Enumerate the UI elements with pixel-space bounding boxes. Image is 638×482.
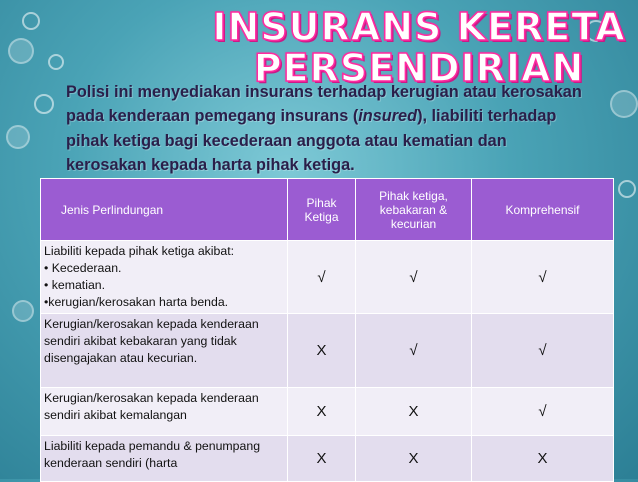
decorative-bubble [12, 300, 34, 322]
table-row [41, 388, 614, 436]
cell-line: •kerugian/kerosakan harta benda. [44, 295, 229, 309]
column-header: Komprehensif [472, 179, 614, 241]
coverage-type-cell: Kerugian/kerosakan kepada kenderaan sendiri akibat kebakaran yang tidak disengajakan atau kecurian. [41, 314, 288, 388]
column-header: Jenis Perlindungan [41, 179, 288, 241]
cell-line: • Kecederaan. [44, 261, 122, 275]
table-row [41, 241, 614, 314]
decorative-bubble [6, 125, 30, 149]
coverage-type-cell [41, 241, 288, 314]
coverage-mark: √ [356, 314, 472, 388]
column-header: Pihak Ketiga [288, 179, 356, 241]
table-row [41, 436, 614, 482]
decorative-bubble [618, 180, 636, 198]
coverage-mark: √ [472, 314, 614, 388]
coverage-type-cell: Kerugian/kerosakan kepada kenderaan sendiri akibat kemalangan [41, 388, 288, 436]
coverage-mark: X [356, 388, 472, 436]
coverage-mark: √ [472, 388, 614, 436]
coverage-type-cell: Liabiliti kepada pemandu & penumpang kenderaan sendiri (harta [41, 436, 288, 482]
coverage-mark: X [288, 314, 356, 388]
column-header: Pihak ketiga, kebakaran & kecurian [356, 179, 472, 241]
coverage-mark: X [472, 436, 614, 482]
slide-title-line1: INSURANS KERETA [212, 5, 626, 49]
intro-paragraph [66, 80, 586, 177]
coverage-mark: X [356, 436, 472, 482]
decorative-bubble [22, 12, 40, 30]
intro-text-after: ), liabiliti terhadap pihak ketiga bagi kecederaan anggota atau kematian dan kerosakan kepada harta pihak ketiga. [66, 107, 557, 174]
decorative-bubble [48, 54, 64, 70]
coverage-mark: √ [356, 241, 472, 314]
cell-line: Liabiliti kepada pihak ketiga akibat: [44, 244, 235, 258]
slide-title-line2: PERSENDIRIAN [253, 46, 585, 90]
coverage-table [40, 178, 614, 482]
intro-text-italic: insured [358, 107, 418, 126]
coverage-mark: √ [472, 241, 614, 314]
coverage-mark: X [288, 436, 356, 482]
table-row [41, 314, 614, 388]
table-header-row [41, 179, 614, 241]
decorative-bubble [610, 90, 638, 118]
decorative-bubble [34, 94, 54, 114]
coverage-mark: X [288, 388, 356, 436]
coverage-mark: √ [288, 241, 356, 314]
cell-line: • kematian. [44, 278, 106, 292]
decorative-bubble [8, 38, 34, 64]
intro-text-before: Polisi ini menyediakan insurans terhadap kerugian atau kerosakan pada kenderaan pemegang insurans ( [66, 83, 582, 126]
